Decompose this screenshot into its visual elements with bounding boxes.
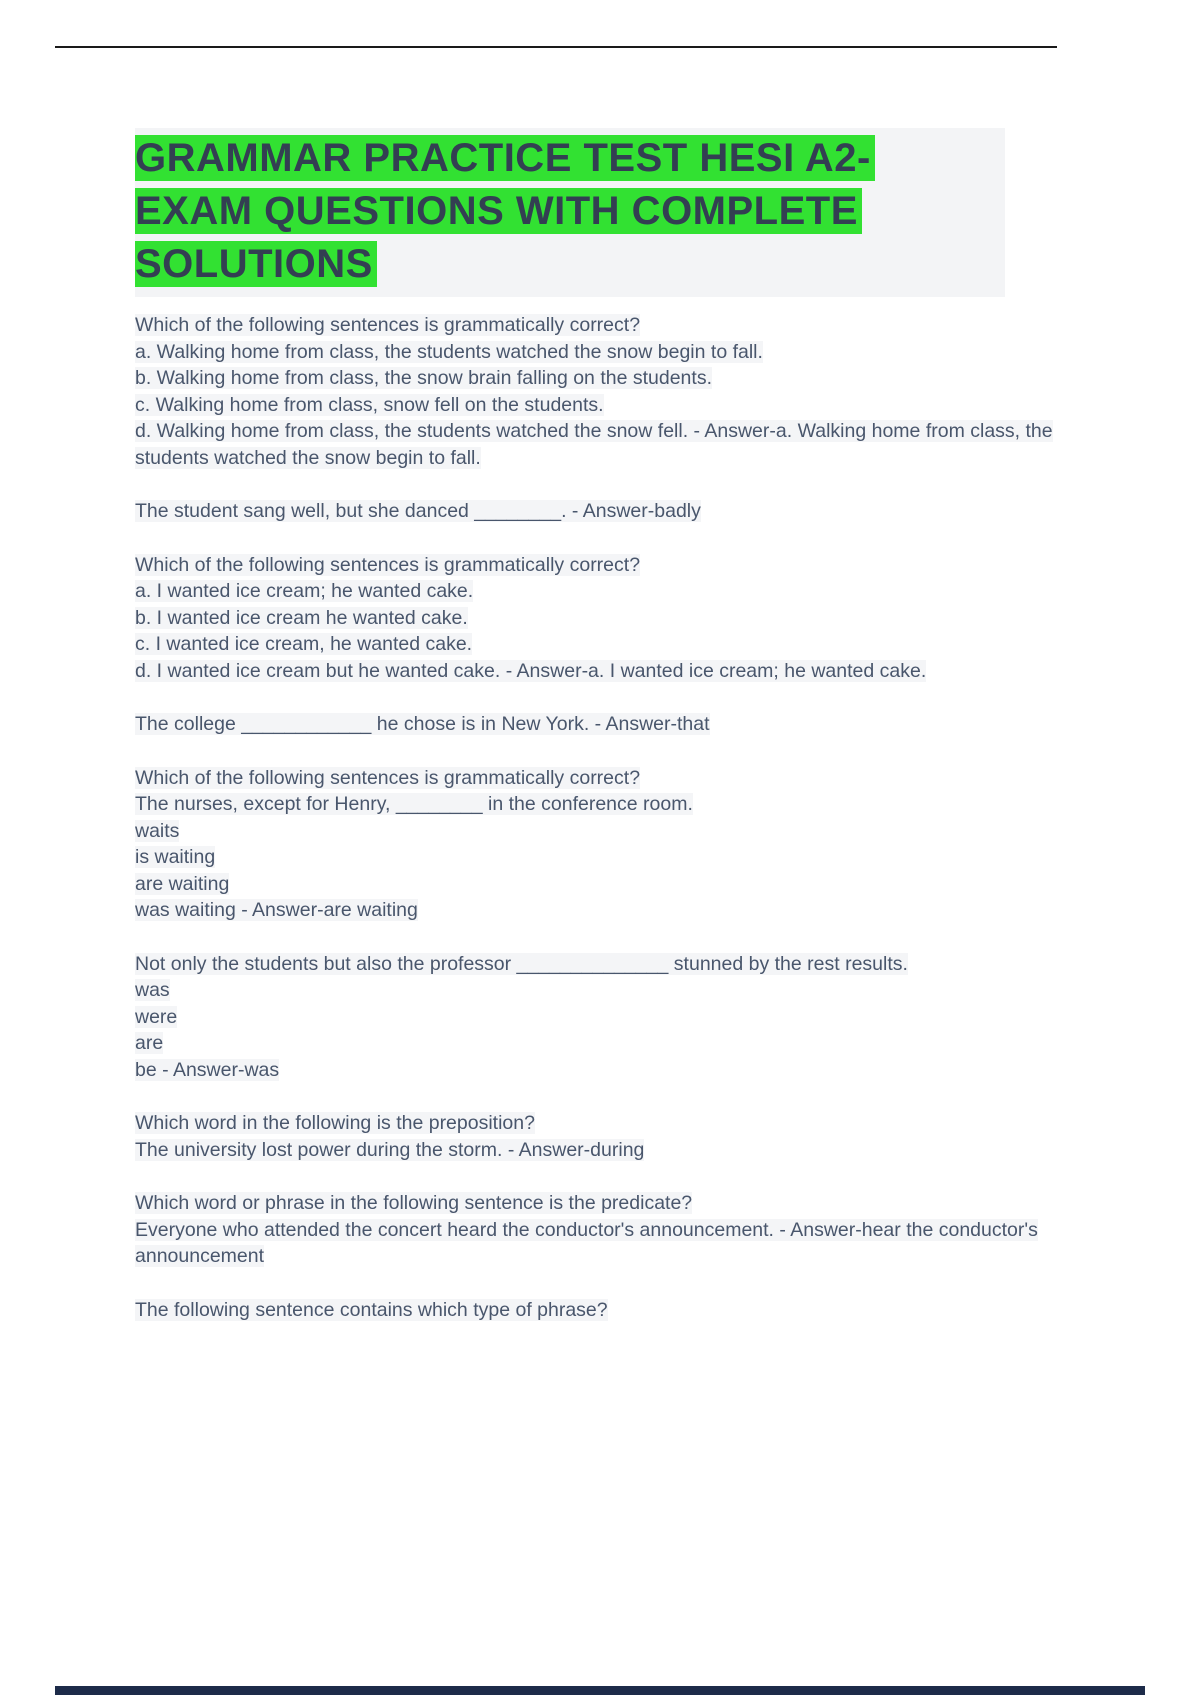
text-line	[135, 1217, 1067, 1270]
text-line	[135, 552, 1067, 579]
text-line	[135, 312, 1067, 339]
text-line	[135, 1297, 1067, 1324]
title-highlight: EXAM QUESTIONS WITH COMPLETE	[135, 188, 862, 234]
text-line	[135, 339, 1067, 366]
text-line	[135, 951, 1067, 978]
document-body	[135, 312, 1067, 1350]
text-line	[135, 1057, 1067, 1084]
text-line	[135, 818, 1067, 845]
text-content: d. I wanted ice cream but he wanted cake. - Answer-a. I wanted ice cream; he wanted cake.	[135, 659, 927, 682]
text-content: b. Walking home from class, the snow brain falling on the students.	[135, 367, 712, 389]
qa-block	[135, 1190, 1067, 1270]
page-title-line	[135, 185, 1005, 238]
text-line	[135, 365, 1067, 392]
text-content: was	[135, 979, 170, 1001]
qa-block	[135, 765, 1067, 924]
qa-block	[135, 552, 1067, 685]
text-line	[135, 498, 1067, 525]
text-content: The university lost power during the storm. - Answer-during	[135, 1138, 645, 1161]
text-line	[135, 711, 1067, 738]
qa-block	[135, 1297, 1067, 1324]
header-rule	[55, 46, 1057, 48]
qa-block	[135, 498, 1067, 525]
text-content: Which word or phrase in the following sentence is the predicate?	[135, 1192, 693, 1214]
text-line	[135, 1004, 1067, 1031]
text-line	[135, 871, 1067, 898]
text-content: Not only the students but also the professor ______________ stunned by the rest results.	[135, 952, 908, 975]
text-content: The college ____________ he chose is in New York. - Answer-that	[135, 713, 710, 735]
text-content: a. Walking home from class, the students watched the snow begin to fall.	[135, 340, 763, 363]
text-line	[135, 844, 1067, 871]
text-content: a. I wanted ice cream; he wanted cake.	[135, 580, 474, 602]
text-content: is waiting	[135, 846, 216, 868]
text-line	[135, 1110, 1067, 1137]
text-content: The following sentence contains which type of phrase?	[135, 1298, 608, 1321]
title-block	[135, 128, 1005, 297]
text-line	[135, 897, 1067, 924]
text-line	[135, 578, 1067, 605]
page-title-line	[135, 132, 1005, 185]
text-content: Which of the following sentences is grammatically correct?	[135, 314, 641, 336]
text-line	[135, 418, 1067, 471]
text-content: Which of the following sentences is grammatically correct?	[135, 553, 641, 576]
text-content: b. I wanted ice cream he wanted cake.	[135, 606, 468, 629]
qa-block	[135, 1110, 1067, 1163]
text-content: was waiting - Answer-are waiting	[135, 899, 418, 921]
text-content: The student sang well, but she danced ________. - Answer-badly	[135, 500, 701, 522]
text-content: are waiting	[135, 872, 230, 895]
text-line	[135, 765, 1067, 792]
title-highlight: GRAMMAR PRACTICE TEST HESI A2-	[135, 135, 875, 181]
text-content: Which word in the following is the preposition?	[135, 1112, 535, 1134]
text-content: are	[135, 1032, 164, 1054]
text-content: Which of the following sentences is grammatically correct?	[135, 766, 641, 789]
title-highlight: SOLUTIONS	[135, 241, 377, 287]
text-content: The nurses, except for Henry, ________ in the conference room.	[135, 793, 693, 815]
text-content: were	[135, 1005, 178, 1028]
text-content: c. I wanted ice cream, he wanted cake.	[135, 633, 473, 655]
text-line	[135, 1190, 1067, 1217]
text-line	[135, 658, 1067, 685]
qa-block	[135, 951, 1067, 1084]
text-content: d. Walking home from class, the students watched the snow fell. - Answer-a. Walking home from class, the students watched the snow begin to fall.	[135, 420, 1053, 469]
text-line	[135, 1030, 1067, 1057]
qa-block	[135, 312, 1067, 471]
text-line	[135, 1137, 1067, 1164]
text-line	[135, 605, 1067, 632]
page-title-line	[135, 238, 1005, 291]
text-line	[135, 977, 1067, 1004]
footer-bar	[55, 1686, 1145, 1695]
text-line	[135, 392, 1067, 419]
text-line	[135, 791, 1067, 818]
text-content: waits	[135, 819, 180, 842]
text-content: c. Walking home from class, snow fell on the students.	[135, 393, 604, 416]
qa-block	[135, 711, 1067, 738]
text-content: Everyone who attended the concert heard the conductor's announcement. - Answer-hear the conductor's announcement	[135, 1218, 1038, 1267]
text-line	[135, 631, 1067, 658]
text-content: be - Answer-was	[135, 1058, 280, 1081]
